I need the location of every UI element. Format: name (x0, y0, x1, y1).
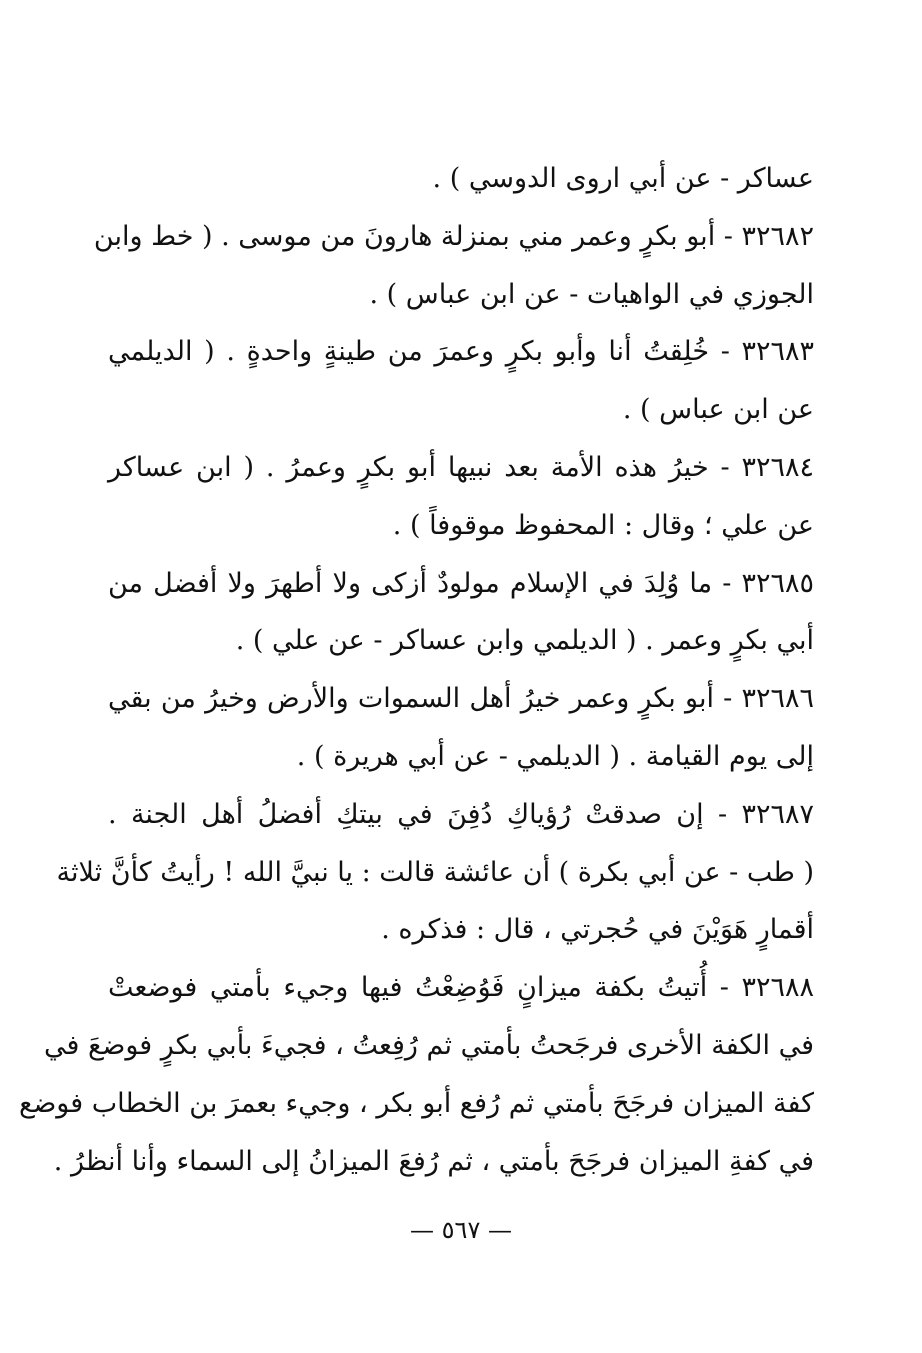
text-line: في الكفة الأخرى فرجَحتُ بأمتي ثم رُفِعتُ ، فجيءَ بأبي بكرٍ فوضعَ في (44, 1029, 814, 1061)
text-line: عن ابن عباس ) . (622, 394, 814, 426)
text-line: إلى يوم القيامة . ( الديلمي - عن أبي هريرة ) . (296, 740, 814, 772)
hadith-32682-line: ٣٢٦٨٢ - أبو بكرٍ وعمر مني بمنزلة هارونَ من موسى . ( خط وابن (93, 220, 814, 252)
hadith-32683-line: ٣٢٦٨٣ - خُلِقتُ أنا وأبو بكرٍ وعمرَ من طينةٍ واحدةٍ . ( الديلمي (108, 336, 814, 368)
hadith-32684-line: ٣٢٦٨٤ - خيرُ هذه الأمة بعد نبيها أبو بكرٍ وعمرُ . ( ابن عساكر (108, 451, 814, 483)
text-line: عن علي ؛ وقال : المحفوظ موقوفاً ) . (392, 509, 814, 541)
text-line: كفة الميزان فرجَحَ بأمتي ثم رُفع أبو بكر ، وجيء بعمرَ بن الخطاب فوضع (19, 1087, 814, 1119)
page-number: — ٥٦٧ — (410, 1216, 512, 1244)
text-line: أقمارٍ هَوَيْنَ في حُجرتي ، قال : فذكره . (381, 914, 814, 946)
hadith-32686-line: ٣٢٦٨٦ - أبو بكرٍ وعمر خيرُ أهل السموات والأرض وخيرُ من بقي (108, 683, 814, 715)
text-line: ( طب - عن أبي بكرة ) أن عائشة قالت : يا نبيَّ الله ! رأيتُ كأنَّ ثلاثة (56, 856, 814, 888)
text-line: الجوزي في الواهيات - عن ابن عباس ) . (369, 278, 814, 310)
hadith-32687-line: ٣٢٦٨٧ - إن صدقتْ رُؤياكِ دُفِنَ في بيتكِ أفضلُ أهل الجنة . (108, 798, 814, 830)
text-line: أبي بكرٍ وعمر . ( الديلمي وابن عساكر - عن علي ) . (235, 625, 814, 657)
page-body (19, 150, 814, 1190)
hadith-32688-line: ٣٢٦٨٨ - أُتيتُ بكفة ميزانٍ فَوُضِعْتُ فيها وجيء بأمتي فوضعتْ (108, 972, 814, 1004)
text-line: في كفةِ الميزان فرجَحَ بأمتي ، ثم رُفعَ الميزانُ إلى السماء وأنا أنظرُ . (53, 1145, 814, 1177)
text-line: عساكر - عن أبي اروى الدوسي ) . (432, 163, 814, 194)
hadith-32685-line: ٣٢٦٨٥ - ما وُلِدَ في الإسلام مولودٌ أزكى ولا أطهرَ ولا أفضل من (108, 567, 814, 599)
